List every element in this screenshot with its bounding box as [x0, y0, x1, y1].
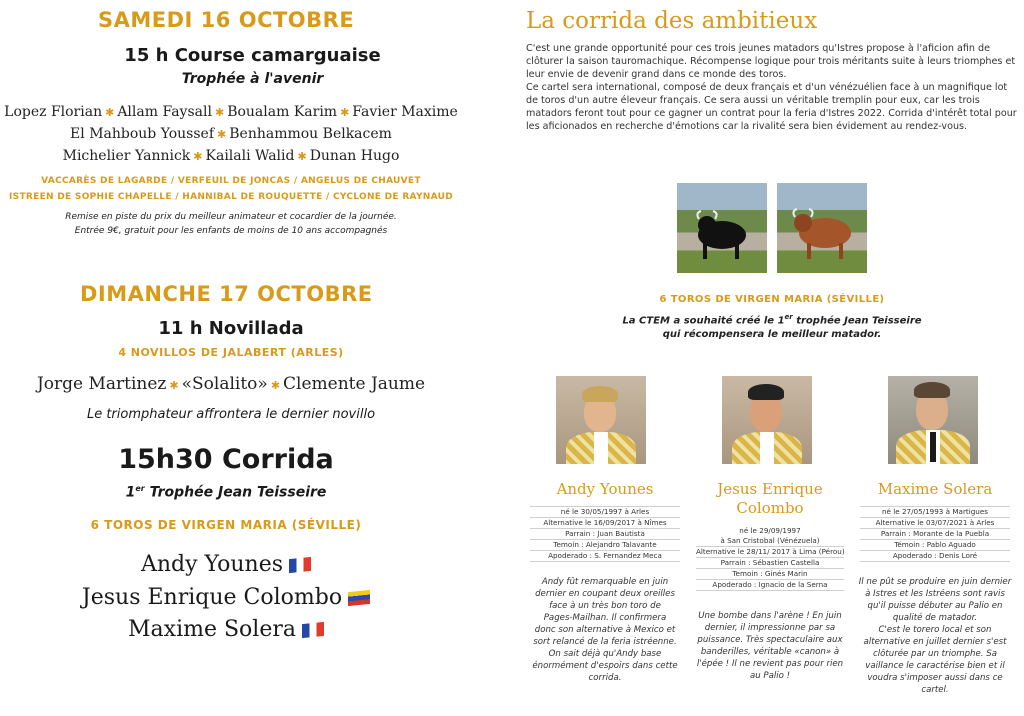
raseteur-name: Boualam Karim — [227, 104, 338, 120]
bio-line: Pages-Mailhan. Il confirmera — [543, 613, 667, 623]
bio-line: cartel. — [921, 685, 949, 695]
bio-line: vaillance le caractérise bien et il — [865, 661, 1005, 671]
novillero-name: «Solalito» — [181, 374, 268, 394]
info-row: Alternative le 16/09/2017 à Nîmes — [530, 517, 680, 528]
paragraph-1: C'est une grande opportunité pour ces trois jeunes matadors qu'Istres propose à l'aficion afin de clôturer la saison tauromachique. Récompense logique pour trois méritants suite à leurs triomphes et leur envie de devenir grand dans ce monde des toros. — [526, 43, 1016, 80]
name-line-1: Jesus Enrique — [717, 480, 823, 498]
info-row: Apoderado : Denis Loré — [860, 550, 1010, 562]
bio-line: corrida. — [588, 673, 622, 683]
bio-line: banderilles, véritable «canon» à — [700, 647, 840, 657]
info-row: Apoderado : S. Fernandez Meca — [530, 550, 680, 562]
raseteur-name: Kailali Walid — [205, 148, 295, 164]
ctem-line-1 — [520, 313, 1024, 326]
bio-line: alternative en juillet dernier s'est — [863, 637, 1007, 647]
raseteurs-line-3 — [0, 148, 462, 164]
bio-line: C'est le torero local et son — [878, 625, 992, 635]
trophee-sup: er — [135, 484, 145, 493]
paragraph-2: Ce cartel sera international, composé de deux français et d'un vénézuélien face à un magnifique lot de toros d'un autre éleveur français. Ce sera aussi un véritable tremplin pour eux, car les trois matadors feront tout pour ce gagner un contrat pour la feria d'Istres 2022. Corrida d'intérêt total pour les aficionados en recherche d'émotions car la rivalité sera bien évidement au rendez-vous. — [526, 82, 1017, 132]
toros-caption: 6 TOROS DE VIRGEN MARIA (SÉVILLE) — [659, 294, 885, 305]
remise-line-1: Remise en piste du prix du meilleur animateur et cocardier de la journée. — [65, 212, 397, 222]
black-bull-photo — [677, 183, 767, 273]
info-row: Temoin : Alejandro Talavante — [530, 539, 680, 550]
star-icon: ✱ — [214, 106, 225, 119]
bio-line: Il ne pût se produire en juin dernier — [858, 577, 1012, 587]
bio-line: dernier, il impressionne par sa — [704, 623, 836, 633]
bio-line: clôturée par un triomphe. Sa — [873, 649, 997, 659]
info-row: Parrain : Sébastien Castella — [696, 557, 844, 568]
novillero-name: Clemente Jaume — [283, 374, 426, 394]
venezuela-flag-icon — [348, 590, 370, 606]
france-flag-icon — [302, 622, 324, 638]
trophee-number: 1 — [125, 484, 136, 501]
bulls-line-2: ISTREEN DE SOPHIE CHAPELLE / HANNIBAL DE ROUQUETTE / CYCLONE DE RAYNAUD — [9, 192, 453, 202]
matador-name: Jesus Enrique Colombo — [81, 585, 343, 610]
ctem-text-post: trophée Jean Teisseire — [792, 315, 922, 327]
star-icon: ✱ — [340, 106, 350, 119]
raseteur-name: Michelier Yannick — [62, 148, 191, 164]
ctem-text: La CTEM a souhaité créé le 1 — [622, 315, 785, 327]
matador-name: Andy Younes — [140, 552, 284, 577]
jesus-enrique-colombo-info — [696, 526, 844, 591]
remise-line-2: Entrée 9€, gratuit pour les enfants de moins de 10 ans accompagnés — [74, 226, 388, 236]
bio-line: Andy fût remarquable en juin — [541, 577, 669, 587]
bio-line: qualité de matador. — [892, 613, 978, 623]
jesus-enrique-colombo-name — [696, 480, 844, 518]
info-row: Temoin : Ginés Marin — [696, 568, 844, 579]
maxime-solera-name: Maxime Solera — [877, 480, 993, 498]
matador-line-3 — [0, 617, 452, 642]
novilleros-line — [0, 374, 462, 394]
andy-younes-photo — [556, 376, 646, 464]
raseteur-name: Benhammou Belkacem — [229, 126, 392, 142]
right-column — [520, 0, 1024, 716]
raseteur-name: Favier Maxime — [352, 104, 458, 120]
saturday-subtitle: Trophée à l'avenir — [181, 71, 324, 87]
article-title: La corrida des ambitieux — [526, 8, 818, 34]
andy-younes-info — [530, 506, 680, 562]
bio-line: On sait déjà qu'Andy base — [548, 649, 662, 659]
raseteur-name: Lopez Florian — [4, 104, 103, 120]
bio-line: face à un très bon toro de — [549, 601, 661, 611]
black-bull-icon — [677, 183, 767, 273]
hair — [914, 382, 950, 398]
bio-line: qu'il puisse débuter au Palio en — [867, 601, 1003, 611]
tie — [930, 432, 936, 462]
hair — [582, 386, 618, 402]
bio-line: à Istres et les Istréens sont ravis — [865, 589, 1005, 599]
novillos-label: 4 NOVILLOS DE JALABERT (ARLES) — [118, 346, 344, 359]
raseteur-name: Allam Faysall — [117, 104, 212, 120]
bulls-line-1: VACCARÈS DE LAGARDE / VERFEUIL DE JONCAS / ANGELUS DE CHAUVET — [41, 176, 421, 186]
article-body — [526, 42, 1018, 133]
bio-line: donc son alternative à Mexico et — [534, 625, 676, 635]
star-icon: ✱ — [297, 150, 307, 163]
star-icon: ✱ — [193, 150, 203, 163]
france-flag-icon — [289, 557, 311, 573]
info-row: né le 29/09/1997 — [739, 526, 801, 535]
raseteurs-line-2 — [0, 126, 462, 142]
star-icon: ✱ — [270, 379, 281, 392]
red-bull-icon — [777, 183, 867, 273]
jesus-enrique-colombo-photo — [722, 376, 812, 464]
corrida-title: 15h30 Corrida — [118, 444, 334, 475]
info-row: Alternative le 28/11/ 2017 à Lima (Pérou) — [696, 547, 845, 556]
bio-line: énormément d'espoirs dans cette — [532, 661, 678, 671]
saturday-event: 15 h Course camarguaise — [124, 45, 381, 66]
star-icon: ✱ — [169, 379, 179, 392]
raseteurs-line-1 — [0, 104, 462, 120]
info-row: né le 30/05/1997 à Arles — [530, 506, 680, 517]
info-row: Parrain : Morante de la Puebla — [860, 528, 1010, 539]
hair — [748, 384, 784, 400]
saturday-title: SAMEDI 16 OCTOBRE — [98, 8, 355, 32]
andy-younes-bio — [530, 576, 680, 684]
star-icon: ✱ — [217, 128, 227, 141]
bio-line: dernier en coupant deux oreilles — [535, 589, 675, 599]
bio-line: sort relancé de la feria istréenne. — [533, 637, 677, 647]
name-line-2: Colombo — [736, 499, 804, 517]
info-row: à San Cristobal (Vénézuela) — [720, 536, 820, 545]
shirt — [594, 432, 608, 464]
triomphateur-text: Le triomphateur affrontera le dernier novillo — [86, 407, 376, 422]
andy-younes-name: Andy Younes — [556, 480, 654, 498]
bio-line: voudra s'imposer aussi dans ce — [867, 673, 1003, 683]
red-bull-photo — [777, 183, 867, 273]
bio-line: au Palio ! — [749, 671, 791, 681]
matador-name: Maxime Solera — [128, 617, 296, 642]
ctem-line-2: qui récompensera le meilleur matador. — [662, 329, 882, 340]
maxime-solera-bio — [856, 576, 1014, 696]
raseteur-name: El Mahboub Youssef — [70, 126, 215, 142]
matador-line-1 — [0, 552, 452, 577]
bio-line: puissance. Très spectaculaire aux — [697, 635, 843, 645]
sunday-title: DIMANCHE 17 OCTOBRE — [80, 282, 373, 306]
trophee-title — [0, 484, 452, 501]
ctem-sup: er — [784, 313, 793, 321]
maxime-solera-photo — [888, 376, 978, 464]
info-row: Alternative le 03/07/2021 à Arles — [860, 517, 1010, 528]
trophee-text: Trophée Jean Teisseire — [144, 484, 327, 501]
shirt — [760, 432, 774, 464]
info-row: Témoin : Pablo Aguado — [860, 539, 1010, 550]
novillada-title: 11 h Novillada — [158, 318, 304, 339]
left-column — [0, 0, 505, 716]
star-icon: ✱ — [105, 106, 115, 119]
maxime-solera-info — [860, 506, 1010, 562]
info-row: Apoderado : Ignacio de la Serna — [696, 579, 844, 591]
bio-line: Une bombe dans l'arène ! En juin — [698, 611, 842, 621]
raseteur-name: Dunan Hugo — [309, 148, 400, 164]
novillero-name: Jorge Martinez — [36, 374, 167, 394]
bio-line: l'épée ! Il ne revient pas pour rien — [696, 659, 844, 669]
toros-label: 6 TOROS DE VIRGEN MARIA (SÉVILLE) — [90, 518, 362, 532]
jesus-enrique-colombo-bio — [696, 610, 844, 682]
info-row: né le 27/05/1993 à Martigues — [860, 506, 1010, 517]
info-row: Parrain : Juan Bautista — [530, 528, 680, 539]
matador-line-2 — [0, 585, 452, 610]
